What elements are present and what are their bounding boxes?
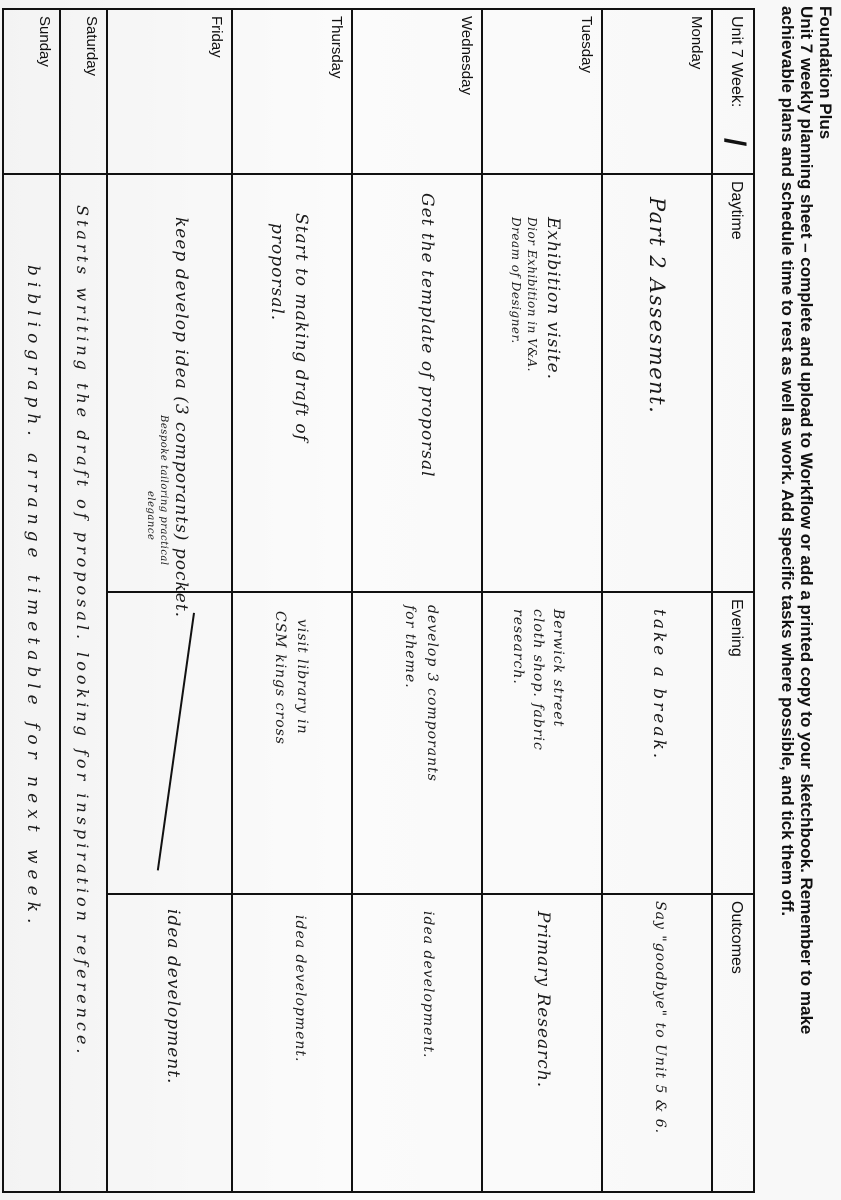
friday-evening-strike-line — [157, 613, 195, 871]
row-header-thursday: Thursday — [232, 9, 352, 174]
tuesday-outcomes-text: Primary Research. — [533, 911, 553, 1089]
tuesday-outcomes — [482, 894, 602, 1192]
monday-outcomes-text: Say "goodbye" to Unit 5 & 6. — [652, 901, 668, 1135]
sheet-heading — [778, 6, 835, 1186]
thursday-outcomes — [232, 894, 352, 1192]
friday-daytime-text: keep develop idea (3 comporants) pocket. — [171, 217, 191, 619]
thursday-evening-line-1: visit library in — [294, 619, 310, 735]
sunday-combined — [3, 174, 60, 1192]
table-header-row — [712, 9, 754, 1192]
saturday-combined — [60, 174, 107, 1192]
weekly-planning-table — [2, 8, 755, 1193]
tuesday-evening-line-3: research. — [510, 609, 526, 685]
table-row — [107, 9, 232, 1192]
wednesday-evening — [352, 592, 482, 894]
thursday-evening-line-2: CSM kings cross — [272, 611, 288, 745]
thursday-daytime — [232, 174, 352, 592]
saturday-text: Starts writing the draft of proposal. looking for inspiration reference. — [73, 205, 92, 1058]
table-row — [352, 9, 482, 1192]
week-label: Unit 7 Week: — [728, 16, 745, 108]
friday-evening — [107, 592, 232, 894]
wednesday-evening-line-2: for theme. — [402, 605, 418, 689]
friday-daytime — [107, 174, 232, 619]
row-header-tuesday: Tuesday — [482, 9, 602, 174]
friday-outcomes-text: idea development. — [163, 909, 183, 1085]
heading-title: Foundation Plus — [816, 6, 835, 140]
row-header-wednesday: Wednesday — [352, 9, 482, 174]
wednesday-outcomes-text: idea development. — [420, 911, 436, 1059]
table-row — [602, 9, 712, 1192]
wednesday-evening-line-1: develop 3 comporants — [424, 605, 440, 782]
monday-outcomes — [602, 894, 712, 1192]
friday-daytime-note-line-1: Bespoke tailoring practical — [158, 415, 169, 566]
row-header-saturday: Saturday — [60, 9, 107, 174]
table-row — [482, 9, 602, 1192]
heading-instructions-line-2: achievable plans and schedule time to rest as well as work. Add specific tasks where possible, and tick them off. — [778, 6, 797, 917]
friday-daytime-note-line-2: elegance — [145, 491, 156, 541]
heading-instructions-line-1: Unit 7 weekly planning sheet – complete and upload to Workflow or add a printed copy to your sketchbook. Remember to make — [797, 6, 816, 1035]
monday-daytime-text: Part 2 Assesment. — [645, 197, 669, 415]
tuesday-daytime — [482, 174, 602, 592]
wednesday-daytime-text: Get the template of proporsal — [417, 193, 437, 478]
tuesday-daytime-line-1: Exhibition visite. — [543, 217, 563, 381]
column-header-outcomes: Outcomes — [712, 894, 754, 1192]
row-header-friday: Friday — [107, 9, 232, 174]
tuesday-evening — [482, 592, 602, 894]
tuesday-evening-line-1: Berwick street — [550, 609, 566, 728]
row-header-monday: Monday — [602, 9, 712, 174]
thursday-outcomes-text: idea development. — [292, 915, 308, 1063]
monday-daytime — [602, 174, 712, 592]
wednesday-daytime — [352, 174, 482, 592]
column-header-evening: Evening — [712, 592, 754, 894]
monday-evening-text: take a break. — [649, 609, 669, 762]
tuesday-daytime-line-2: Dior Exhibition in V&A. — [525, 217, 539, 372]
monday-evening — [602, 592, 712, 894]
thursday-daytime-line-1: Start to making draft of — [291, 213, 311, 442]
week-number-handwritten: / — [718, 138, 751, 147]
thursday-evening — [232, 592, 352, 894]
wednesday-outcomes — [352, 894, 482, 1192]
tuesday-evening-line-2: cloth shop. fabric — [530, 609, 546, 751]
row-header-sunday: Sunday — [3, 9, 60, 174]
table-row — [60, 9, 107, 1192]
table-row — [232, 9, 352, 1192]
column-header-daytime: Daytime — [712, 174, 754, 592]
table-row — [3, 9, 60, 1192]
thursday-daytime-line-2: proporsal. — [267, 223, 287, 322]
sunday-text: bibliograph. arrange timetable for next week. — [23, 265, 43, 930]
tuesday-daytime-line-3: Dream of Designer. — [509, 217, 523, 344]
week-cell — [712, 9, 754, 174]
friday-outcomes — [107, 894, 232, 1192]
